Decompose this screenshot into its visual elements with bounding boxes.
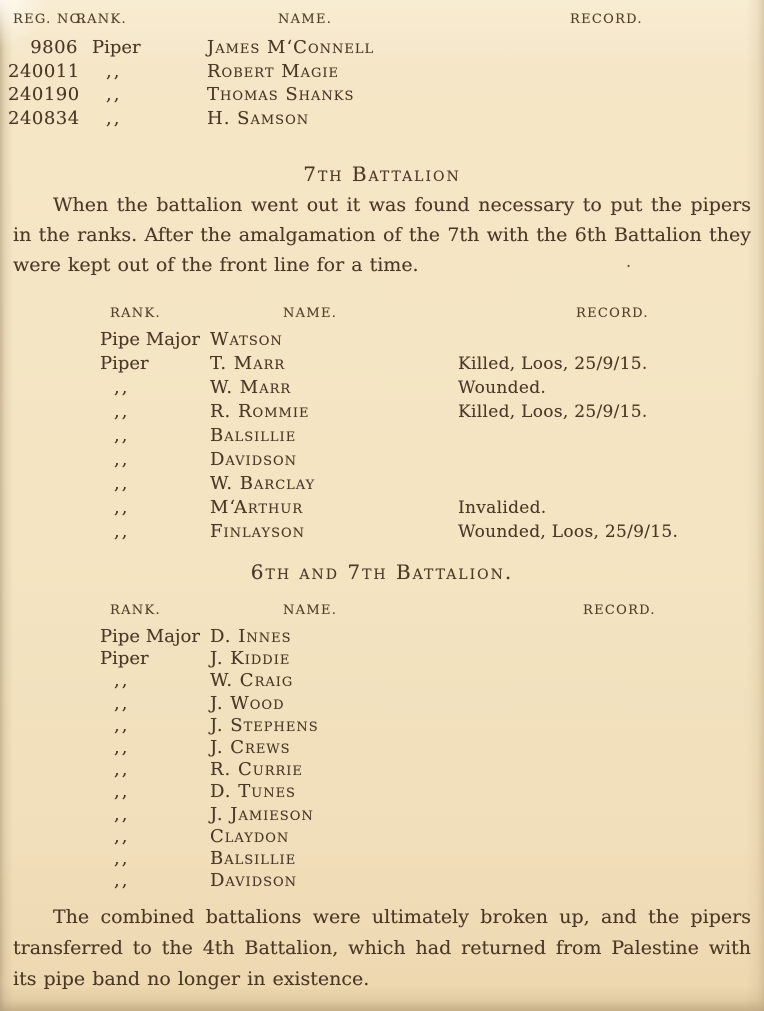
record-cell: Invalided. [458, 498, 547, 518]
record-cell: Killed, Loos, 25/9/15. [458, 354, 648, 374]
name-cell: J. Jamieson [210, 803, 314, 825]
name-cell: R. Rommie [210, 401, 310, 422]
table-row [0, 520, 764, 544]
roster-4th-header [0, 12, 764, 34]
table-row [0, 424, 764, 448]
rank-header: RANK. [110, 603, 161, 618]
ditto-mark: ,, [114, 847, 130, 869]
table-row [0, 107, 764, 131]
table-row [0, 693, 764, 715]
name-cell: Thomas Shanks [207, 84, 355, 105]
name-cell: Balsillie [210, 847, 297, 869]
roster-7th-header [0, 306, 764, 328]
rank-cell: Piper [100, 353, 149, 374]
record-cell: Wounded. [458, 378, 547, 398]
name-cell: Davidson [210, 870, 298, 892]
reg-no-cell: 240190 [8, 84, 80, 105]
table-row [0, 496, 764, 520]
record-cell: Wounded, Loos, 25/9/15. [458, 522, 679, 542]
rank-header: RANK. [76, 12, 127, 27]
ditto-mark: ,, [114, 521, 130, 542]
name-cell: Claydon [210, 825, 290, 847]
ditto-mark: ,, [106, 60, 122, 82]
name-cell: D. Innes [210, 626, 292, 647]
name-cell: James M‘Connell [207, 37, 375, 58]
name-cell: H. Samson [207, 107, 310, 129]
name-cell: W. Marr [210, 377, 292, 398]
rank-cell: Pipe Major [100, 626, 200, 647]
reg-no-cell: 240834 [8, 107, 80, 129]
name-cell: Davidson [210, 449, 298, 470]
name-cell: J. Kiddie [210, 648, 291, 670]
ditto-mark: ,, [114, 803, 130, 825]
closing-paragraph: The combined battalions were ultimately broken up, and the pipers transferred to the 4th Battalion, which had returned from Palestine with its pipe band no longer in existence. [13, 906, 751, 990]
ditto-mark: ,, [114, 377, 130, 398]
ditto-mark: ,, [114, 401, 130, 422]
table-row [0, 400, 764, 424]
table-row [0, 759, 764, 781]
roster-6th-7th-rows [0, 626, 764, 892]
ditto-mark: ,, [114, 870, 130, 892]
name-header: NAME. [283, 603, 338, 618]
ditto-mark: ,, [114, 825, 130, 847]
name-cell: M‘Arthur [210, 497, 304, 518]
name-cell: Watson [210, 329, 283, 350]
ditto-mark: ,, [114, 449, 130, 470]
table-row [0, 781, 764, 803]
record-header: RECORD. [583, 603, 656, 618]
ditto-mark: ,, [114, 473, 130, 494]
roster-4th-rows [0, 36, 764, 130]
ditto-mark: ,, [114, 497, 130, 518]
table-row [0, 648, 764, 670]
record-header: RECORD. [570, 12, 643, 27]
table-row [0, 376, 764, 400]
rank-cell: Pipe Major [100, 329, 200, 350]
roster-6th-7th-header [0, 603, 764, 625]
name-cell: T. Marr [210, 353, 286, 374]
ditto-mark: ,, [114, 670, 130, 692]
name-cell: D. Tunes [210, 781, 296, 803]
name-cell: J. Wood [210, 692, 285, 714]
roster-7th-rows [0, 328, 764, 544]
name-cell: W. Barclay [210, 473, 316, 494]
ditto-mark: ,, [114, 692, 130, 714]
printing-artifact-dot: . [626, 252, 632, 271]
table-row [0, 870, 764, 892]
name-header: NAME. [278, 12, 333, 27]
name-cell: Robert Magie [207, 60, 340, 82]
ditto-mark: ,, [114, 714, 130, 736]
name-cell: R. Currie [210, 759, 303, 781]
table-row [0, 328, 764, 352]
paragraph-7th-battalion: When the battalion went out it was found necessary to put the pipers in the ranks. After the amalgamation of the 7th with the 6th Battalion they were kept out of the front line for a time. [13, 194, 751, 276]
ditto-mark: ,, [114, 759, 130, 781]
reg-no-cell: 9806 [30, 37, 78, 58]
ditto-mark: ,, [114, 736, 130, 758]
table-row [0, 83, 764, 107]
ditto-mark: ,, [114, 781, 130, 803]
section-heading-6th-7th-battalion: 6th and 7th Battalion. [250, 560, 514, 584]
record-cell: Killed, Loos, 25/9/15. [458, 402, 648, 422]
reg-no-cell: 240011 [8, 60, 80, 82]
name-cell: Balsillie [210, 425, 297, 446]
name-header: NAME. [283, 306, 338, 321]
name-cell: J. Crews [210, 736, 291, 758]
name-cell: W. Craig [210, 670, 294, 692]
record-header: RECORD. [576, 306, 649, 321]
rank-cell: Piper [92, 37, 141, 58]
table-row [0, 448, 764, 472]
section-heading-7th-battalion: 7th Battalion [303, 162, 461, 186]
table-row [0, 848, 764, 870]
rank-header: RANK. [110, 306, 161, 321]
rank-cell: Piper [100, 648, 149, 670]
table-row [0, 626, 764, 648]
ditto-mark: ,, [106, 107, 122, 129]
table-row [0, 670, 764, 692]
table-row [0, 472, 764, 496]
table-row [0, 826, 764, 848]
table-row [0, 36, 764, 60]
table-row [0, 737, 764, 759]
reg-no-header: REG. NO. [13, 12, 87, 27]
table-row [0, 804, 764, 826]
ditto-mark: ,, [114, 425, 130, 446]
table-row [0, 715, 764, 737]
table-row [0, 60, 764, 84]
table-row [0, 352, 764, 376]
name-cell: Finlayson [210, 521, 306, 542]
name-cell: J. Stephens [210, 714, 319, 736]
ditto-mark: ,, [106, 84, 122, 105]
